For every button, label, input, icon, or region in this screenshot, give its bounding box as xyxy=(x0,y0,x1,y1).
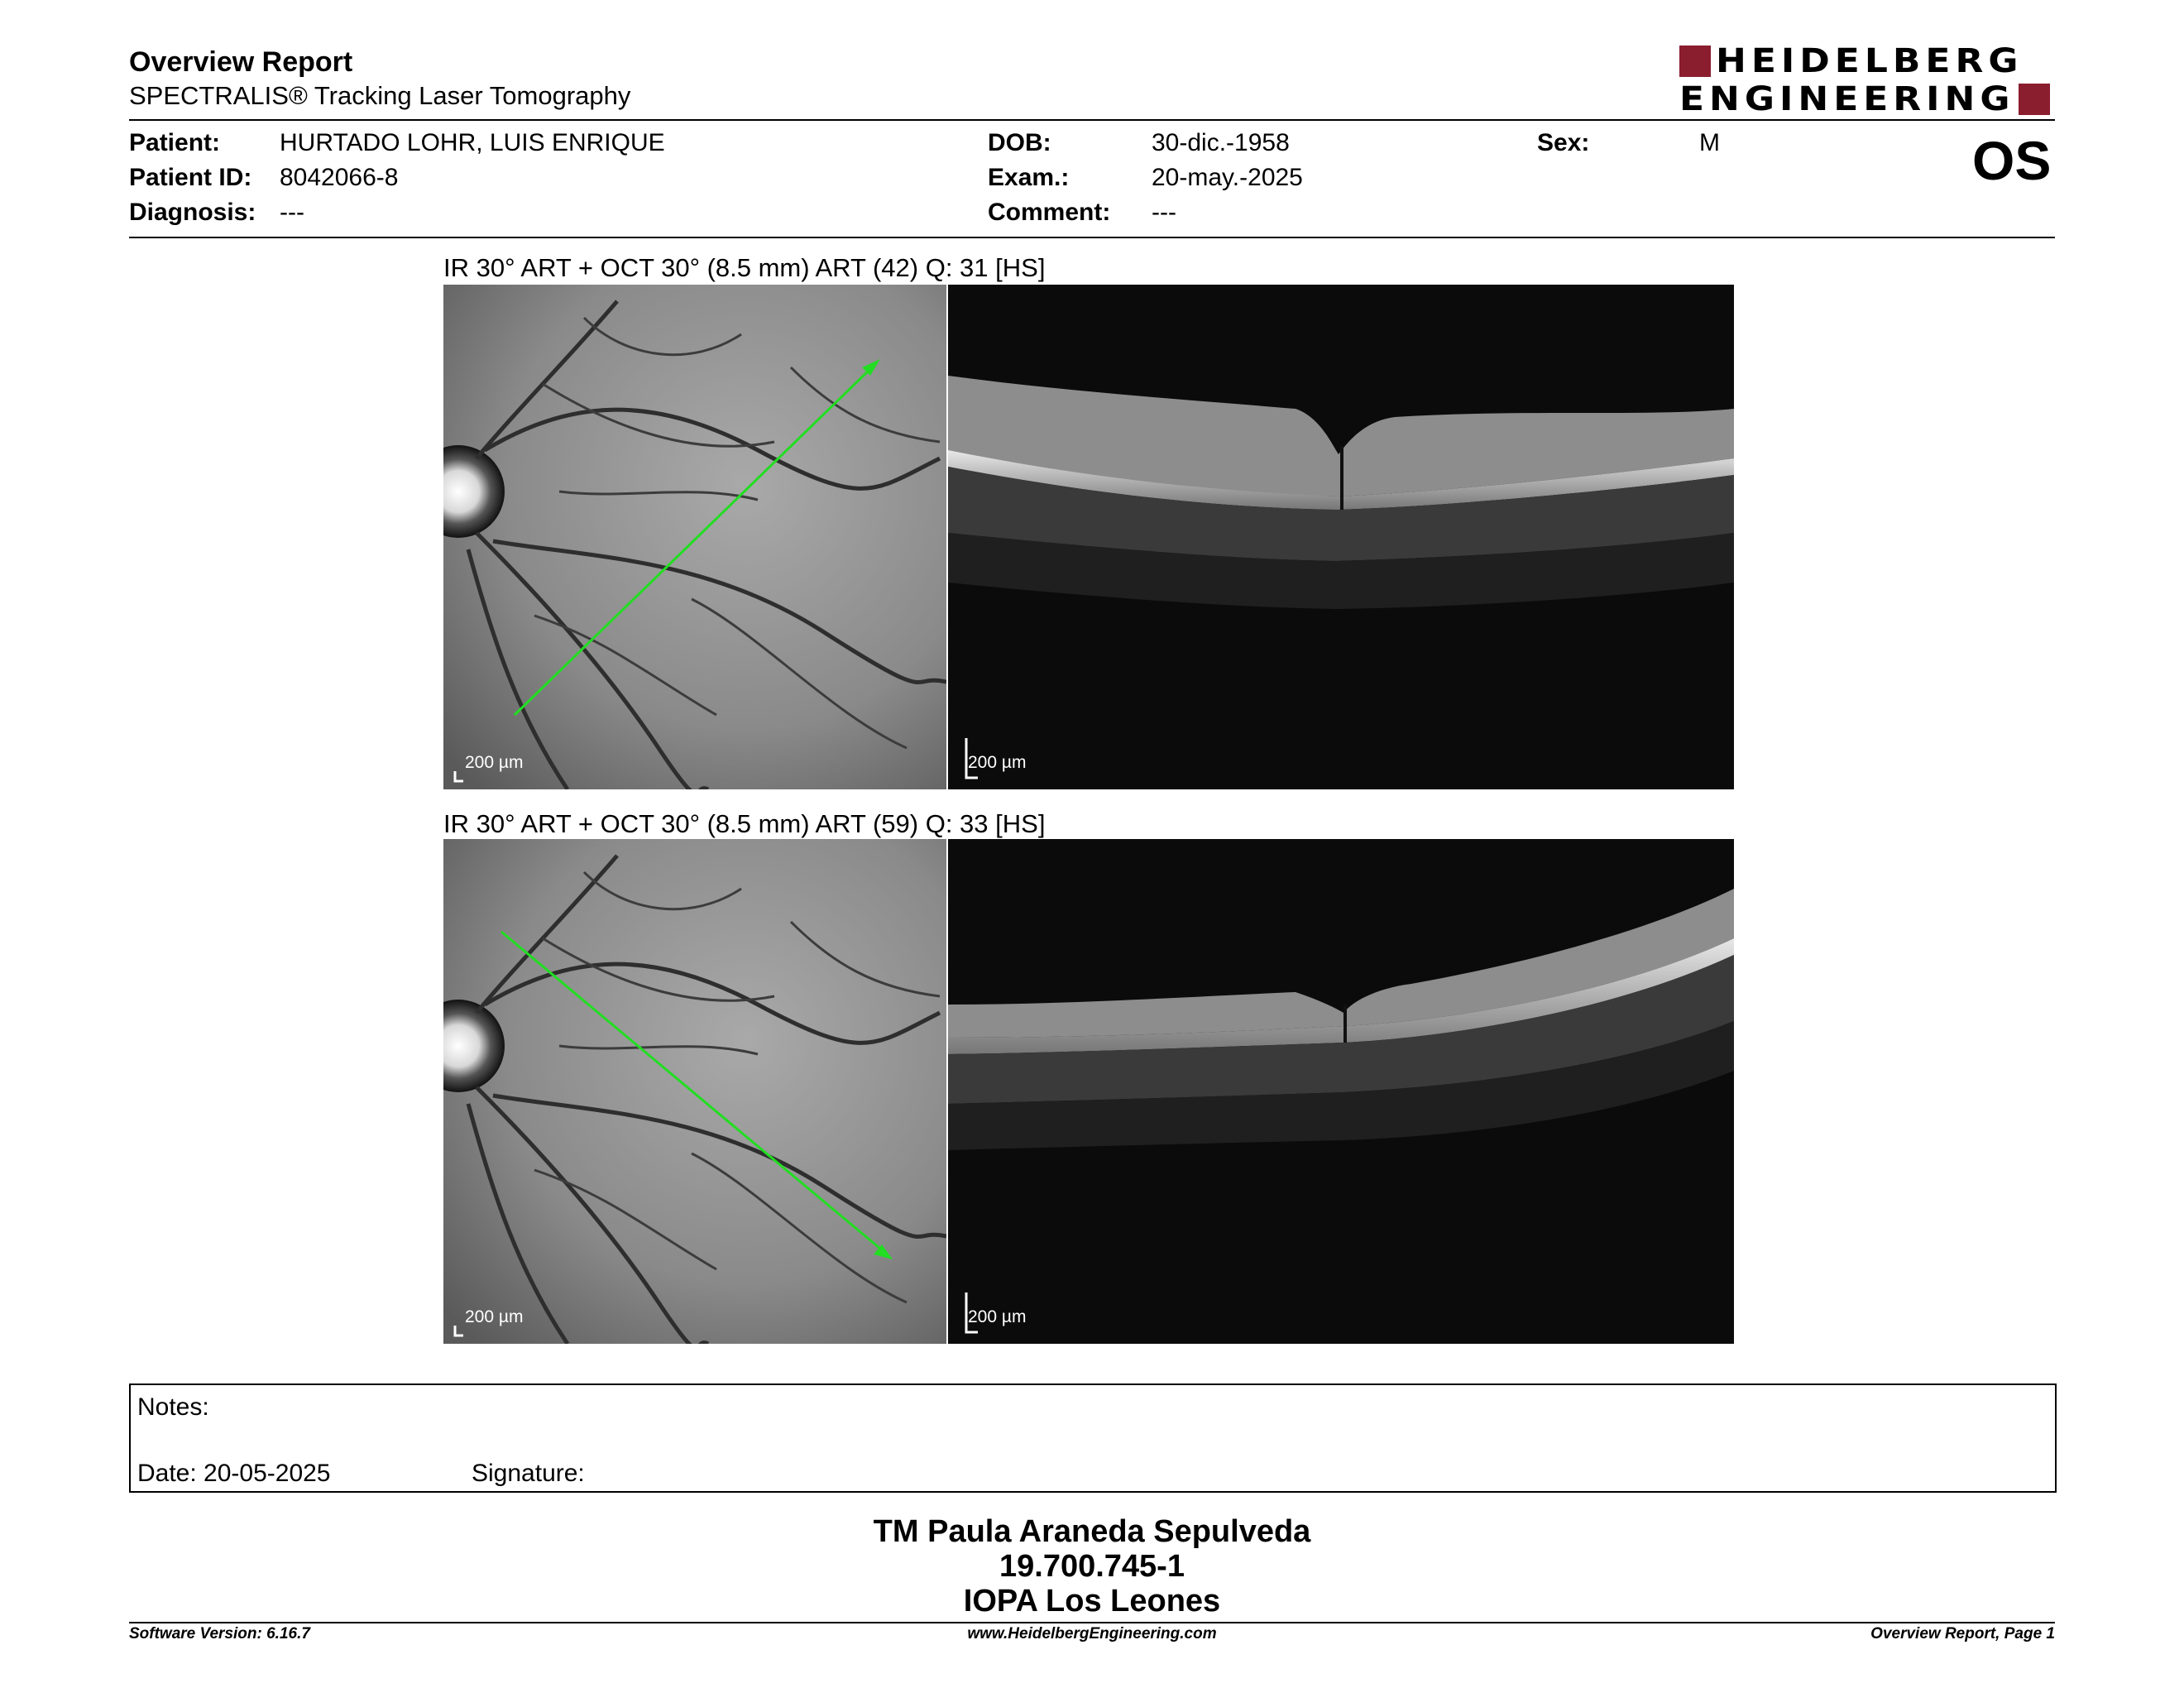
ir-scale-label: 200 µm xyxy=(465,1307,524,1326)
logo-line2: ENGINEERING xyxy=(1679,79,2015,118)
website-link[interactable]: www.HeidelbergEngineering.com xyxy=(967,1625,1217,1642)
logo-square-icon xyxy=(1679,46,1711,77)
date-label: Date: 20-05-2025 xyxy=(137,1460,331,1487)
comment-value: --- xyxy=(1152,199,1176,226)
oct-bscan-image[interactable] xyxy=(948,839,1734,1344)
notes-label: Notes: xyxy=(137,1393,209,1421)
exam-value: 20-may.-2025 xyxy=(1152,164,1303,191)
logo-square-icon xyxy=(2019,84,2050,115)
exam-label: Exam.: xyxy=(988,164,1070,191)
patient-id-label: Patient ID: xyxy=(129,164,252,191)
scan-title: IR 30° ART + OCT 30° (8.5 mm) ART (59) Q: 33 [HS] xyxy=(443,809,1046,838)
diagnosis-value: --- xyxy=(280,199,304,226)
ir-scale-label: 200 µm xyxy=(465,753,524,772)
scale-bar-icon xyxy=(455,771,463,781)
patient-label: Patient: xyxy=(129,129,221,156)
scan-title: IR 30° ART + OCT 30° (8.5 mm) ART (42) Q: 31 [HS] xyxy=(443,253,1046,282)
technician-id: 19.700.745-1 xyxy=(999,1549,1185,1584)
report-subtitle: SPECTRALIS® Tracking Laser Tomography xyxy=(129,81,631,110)
dob-value: 30-dic.-1958 xyxy=(1152,129,1290,156)
patient-id: 8042066-8 xyxy=(280,164,399,191)
dob-label: DOB: xyxy=(988,129,1051,156)
sex-value: M xyxy=(1699,129,1720,156)
heidelberg-logo xyxy=(1679,43,2055,119)
software-version: Software Version: 6.16.7 xyxy=(129,1625,310,1642)
signature-label: Signature: xyxy=(472,1460,585,1487)
eye-indicator: OS xyxy=(1972,130,2052,191)
patient-name: HURTADO LOHR, LUIS ENRIQUE xyxy=(280,129,665,156)
institution-name: IOPA Los Leones xyxy=(963,1584,1221,1618)
header-divider xyxy=(129,119,2055,121)
patient-divider xyxy=(129,237,2055,238)
ir-fundus-image[interactable] xyxy=(443,285,946,789)
notes-box[interactable] xyxy=(129,1383,2057,1493)
sex-label: Sex: xyxy=(1537,129,1590,156)
oct-scale-label: 200 µm xyxy=(968,1307,1027,1326)
logo-line1: HEIDELBERG xyxy=(1716,41,2024,80)
ir-fundus-image[interactable] xyxy=(443,839,946,1344)
comment-label: Comment: xyxy=(988,199,1111,226)
page-indicator: Overview Report, Page 1 xyxy=(1870,1625,2055,1642)
scan-line[interactable] xyxy=(501,932,885,1253)
oct-bscan-image[interactable] xyxy=(948,285,1734,789)
footer-divider xyxy=(129,1622,2055,1623)
scale-bar-icon xyxy=(455,1326,463,1336)
oct-scale-label: 200 µm xyxy=(968,753,1027,772)
technician-name: TM Paula Araneda Sepulveda xyxy=(873,1514,1311,1549)
scan-line[interactable] xyxy=(515,366,874,715)
report-title: Overview Report xyxy=(129,46,353,78)
diagnosis-label: Diagnosis: xyxy=(129,199,256,226)
